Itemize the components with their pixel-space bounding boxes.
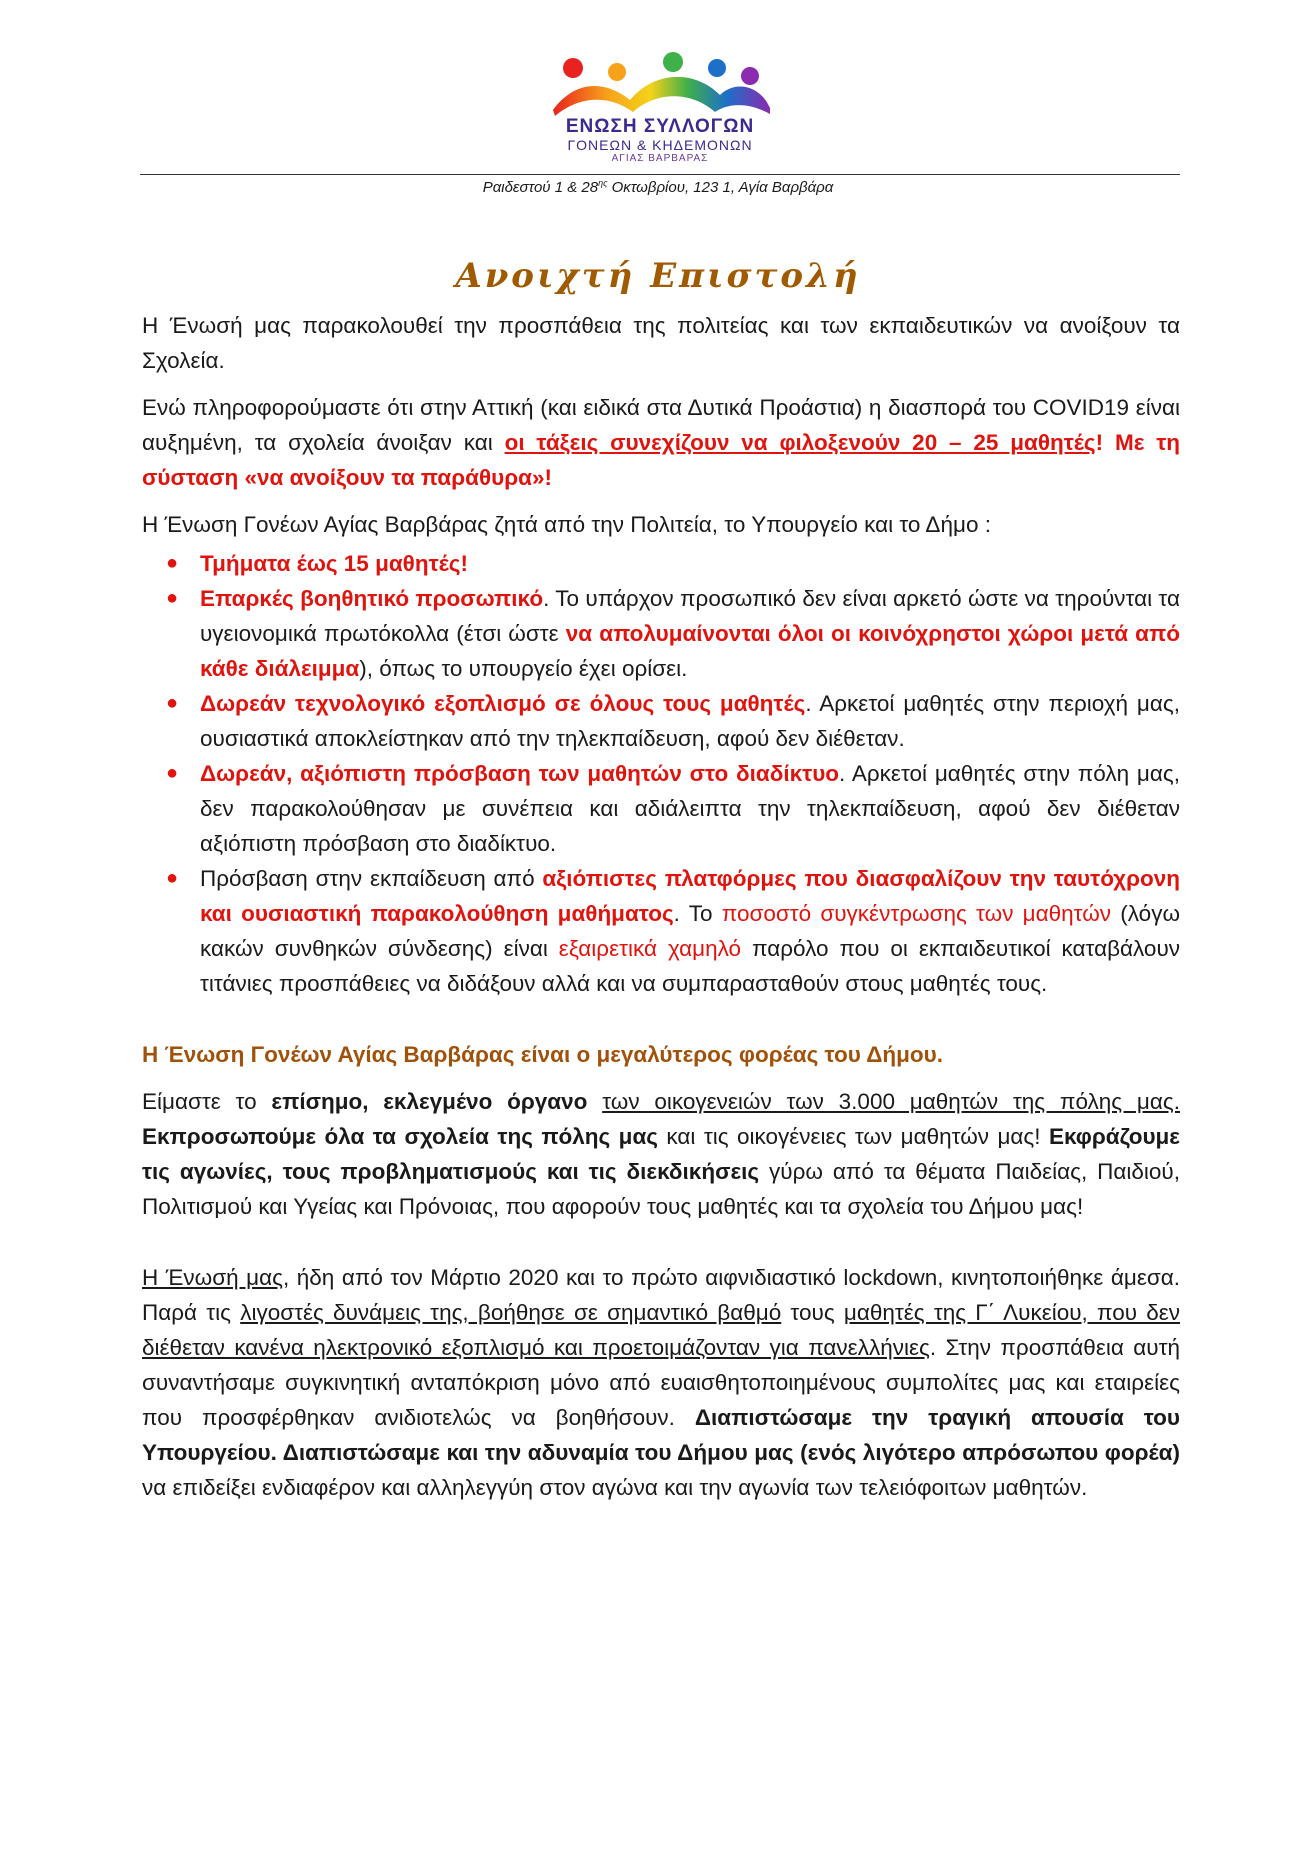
bold-run: επίσημο, εκλεγμένο όργανο xyxy=(271,1089,588,1114)
list-item xyxy=(166,756,1180,861)
paragraph-intro: Η Ένωσή μας παρακολουθεί την προσπάθεια της πολιτείας και των εκπαιδευτικών να ανοίξουν τα Σχολεία. xyxy=(142,313,1180,373)
section-heading: Η Ένωση Γονέων Αγίας Βαρβάρας είναι ο μεγαλύτερος φορέας του Δήμου. xyxy=(142,1042,944,1067)
text-run: . Στην προσπάθεια αυτή συναντήσαμε συγκινητική ανταπόκριση μόνο από ευαισθητοποιημένους συμπολίτες μας και εταιρείες που προσφέρθηκαν ανιδιοτελώς να βοηθήσουν. xyxy=(142,1335,1180,1430)
highlight-run: Δωρεάν τεχνολογικό εξοπλισμό σε όλους τους μαθητές xyxy=(200,691,806,716)
address-part: Οκτωβρίου, 123 1, Αγία Βαρβάρα xyxy=(607,179,834,196)
text-run: . Το xyxy=(673,901,722,926)
list-item xyxy=(166,861,1181,1001)
list-item xyxy=(166,546,1180,581)
highlight-run: ! Με τη σύσταση «να ανοίξουν τα παράθυρα»! xyxy=(142,430,1180,490)
demands-list xyxy=(142,546,1180,1001)
text-run: ), όπως το υπουργείο έχει ορίσει. xyxy=(359,656,688,681)
text-run: γύρω από τα θέματα Παιδείας, Παιδιού, Πολιτισμού και Υγείας και Πρόνοιας, που αφορούν τους μαθητές και τα σχολεία του Δήμου μας! xyxy=(142,1159,1180,1219)
paragraph-covid xyxy=(142,390,1180,495)
highlight-run: εξαιρετικά χαμηλό xyxy=(558,936,742,961)
bullet-icon: ● xyxy=(166,692,179,714)
highlight-run: να απολυμαίνονται όλοι οι κοινόχρηστοι χώροι μετά από κάθε διάλειμμα xyxy=(200,621,1180,681)
bullet-icon: ● xyxy=(166,867,179,889)
text-run: να επιδείξει ενδιαφέρον και αλληλεγγύη στον αγώνα και την αγωνία των τελειόφοιτων μαθητών. xyxy=(142,1475,1088,1500)
bullet-icon: ● xyxy=(166,762,179,784)
address-superscript: ης xyxy=(598,178,608,188)
paragraph-demands-intro: Η Ένωση Γονέων Αγίας Βαρβάρας ζητά από την Πολιτεία, το Υπουργείο και το Δήμο : xyxy=(142,512,991,537)
highlight-run: ποσοστό συγκέντρωσης των μαθητών xyxy=(721,901,1112,926)
list-item xyxy=(166,581,1181,686)
text-run: . Αρκετοί μαθητές στην πόλη μας, δεν παρακολούθησαν με συνέπεια και αδιάλειπτα την τηλεκπαίδευση, αφού δεν διέθεταν αξιόπιστη πρόσβαση στο διαδίκτυο. xyxy=(200,761,1180,856)
address-line xyxy=(0,178,1316,196)
address-part: Ραιδεστού 1 & 28 xyxy=(482,179,599,196)
text-run: Ενώ πληροφορούμαστε ότι στην Αττική (και ειδικά στα Δυτικά Προάστια) η διασπορά του COVID19 είναι αυξημένη, τα σχολεία άνοιξαν και xyxy=(142,395,1180,455)
text-run: τους xyxy=(781,1300,844,1325)
text-run: Είμαστε το xyxy=(142,1089,272,1114)
underline-run: μαθητές της Γ΄ Λυκείου, που δεν διέθεταν κανένα ηλεκτρονικό εξοπλισμό και προετοιμάζονταν για πανελλήνιες xyxy=(142,1300,1181,1360)
highlight-run: Δωρεάν, αξιόπιστη πρόσβαση των μαθητών στο διαδίκτυο xyxy=(200,761,840,786)
bullet-icon: ● xyxy=(166,587,179,609)
text-run: παρόλο που οι εκπαιδευτικοί καταβάλουν τιτάνιες προσπάθειες να διδάξουν αλλά και να συμπαρασταθούν στους μαθητές τους. xyxy=(200,936,1181,996)
bold-run: Εκπροσωπούμε όλα τα σχολεία της πόλης μας xyxy=(142,1124,658,1149)
paragraph-lockdown xyxy=(142,1260,1180,1505)
org-name-line2: ΓΟΝΕΩΝ & ΚΗΔΕΜΟΝΩΝ xyxy=(567,137,753,153)
highlight-run: Επαρκές βοηθητικό προσωπικό xyxy=(200,586,544,611)
list-item xyxy=(166,686,1180,756)
bold-run: Διαπιστώσαμε την τραγική απουσία του Υπουργείου. Διαπιστώσαμε και την αδυναμία του Δήμου μας (ενός λιγότερο απρόσωπου φορέα) xyxy=(142,1405,1180,1465)
highlight-run: Τμήματα έως 15 μαθητές! xyxy=(200,551,468,576)
letter-body xyxy=(142,308,1180,1517)
text-run: , ήδη από τον Μάρτιο 2020 και το πρώτο αιφνιδιαστικό lockdown, κινητοποιήθηκε άμεσα. Παρά τις xyxy=(142,1265,1180,1325)
text-run xyxy=(587,1089,602,1114)
spacer xyxy=(142,1236,1180,1260)
bullet-icon: ● xyxy=(166,552,179,574)
underline-run: Η Ένωσή μας xyxy=(142,1265,283,1290)
text-run: και τις οικογένειες των μαθητών μας! xyxy=(657,1124,1049,1149)
text-run: Πρόσβαση στην εκπαίδευση από xyxy=(200,866,543,891)
underline-run: λιγοστές δυνάμεις της, βοήθησε σε σημαντικό βαθμό xyxy=(240,1300,782,1325)
underline-run: των οικογενειών των 3.000 μαθητών της πόλης μας. xyxy=(602,1089,1180,1114)
text-run: (λόγω κακών συνθηκών σύνδεσης) είναι xyxy=(200,901,1181,961)
highlight-run: οι τάξεις συνεχίζουν να φιλοξενούν 20 – 25 μαθητές xyxy=(504,430,1096,455)
organization-logo xyxy=(545,50,775,168)
highlight-run: αξιόπιστες πλατφόρμες που διασφαλίζουν την ταυτόχρονη και ουσιαστική παρακολούθηση μαθήματος xyxy=(200,866,1180,926)
org-name-line3: ΑΓΙΑΣ ΒΑΡΒΑΡΑΣ xyxy=(611,153,709,164)
org-name-line1: ΕΝΩΣΗ ΣΥΛΛΟΓΩΝ xyxy=(565,116,755,137)
text-run: . Αρκετοί μαθητές στην περιοχή μας, ουσιαστικά αποκλείστηκαν από την τηλεκπαίδευση, αφού δεν διέθεταν. xyxy=(200,691,1180,751)
paragraph-about xyxy=(142,1084,1180,1224)
header-divider xyxy=(140,174,1180,175)
page-title: Ανοιχτή Επιστολή xyxy=(455,256,861,296)
logo-figures-graphic xyxy=(545,50,775,120)
bold-run: Εκφράζουμε τις αγωνίες, τους προβληματισμούς και τις διεκδικήσεις xyxy=(142,1124,1180,1184)
text-run: . Το υπάρχον προσωπικό δεν είναι αρκετό ώστε να τηρούνται τα υγειονομικά πρωτόκολλα (έτσι ώστε xyxy=(200,586,1181,646)
